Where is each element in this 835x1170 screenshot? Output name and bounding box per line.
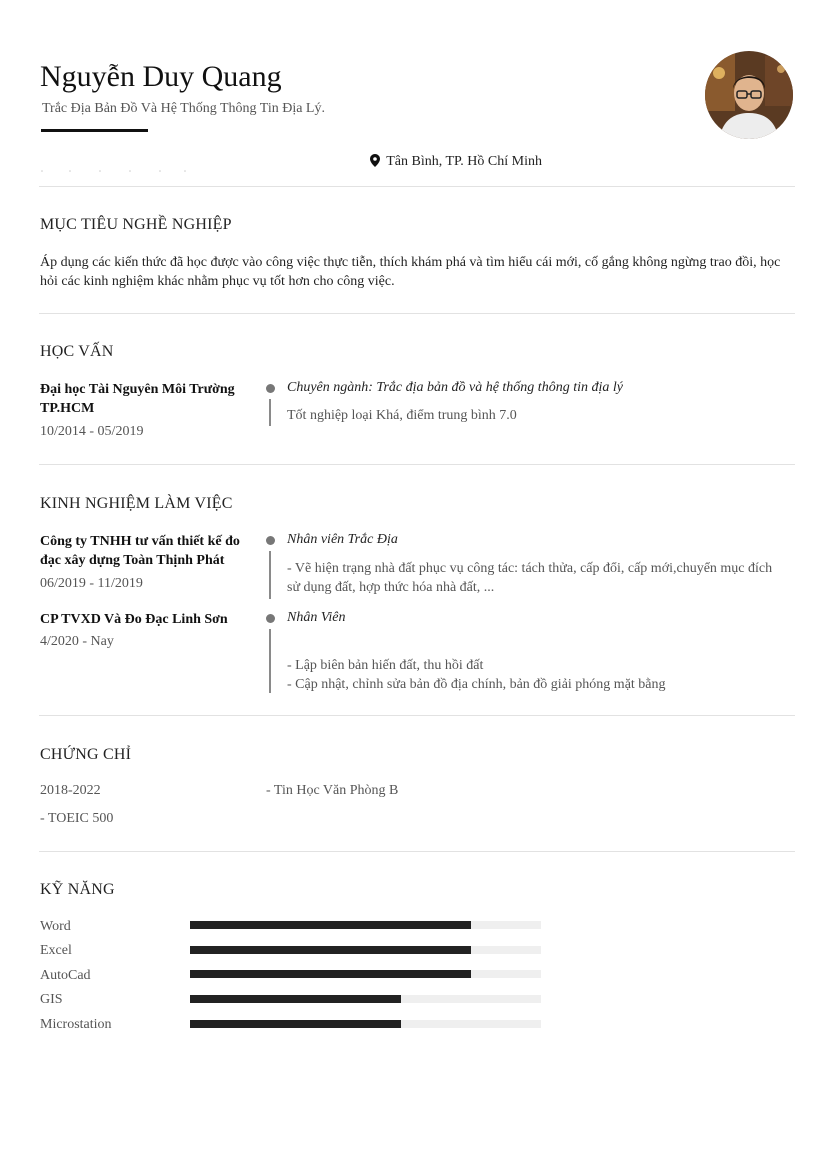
skill-label: AutoCad [40, 968, 91, 983]
certificate-item: - Tin Học Văn Phòng B [266, 783, 399, 798]
contact-location [370, 154, 542, 170]
title-underline [41, 129, 148, 132]
map-marker-icon [370, 154, 380, 167]
experience-position: Nhân Viên [287, 610, 346, 625]
faded-contact-marks [40, 167, 190, 173]
divider [39, 715, 795, 716]
timeline-dot [266, 384, 275, 393]
education-school: Đại học Tài Nguyên Môi Trường TP.HCM [40, 382, 235, 416]
divider [39, 186, 795, 187]
divider [39, 464, 795, 465]
skill-bar-fill [190, 921, 471, 929]
skill-bar-fill [190, 1020, 401, 1028]
timeline-dot [266, 536, 275, 545]
experience-description: - Cập nhật, chỉnh sửa bản đồ địa chính, bản đồ giải phóng mặt bằng [287, 677, 666, 692]
skill-label: Microstation [40, 1017, 112, 1032]
certificate-item: - TOEIC 500 [40, 811, 114, 826]
skills-heading: KỸ NĂNG [40, 881, 115, 898]
skill-bar-fill [190, 995, 401, 1003]
certificates-heading: CHỨNG CHỈ [40, 746, 132, 763]
candidate-name: Nguyễn Duy Quang [40, 60, 282, 93]
avatar [705, 51, 793, 139]
skill-bar [190, 995, 541, 1003]
experience-heading: KINH NGHIỆM LÀM VIỆC [40, 495, 233, 512]
skill-bar-fill [190, 970, 471, 978]
education-heading: HỌC VẤN [40, 343, 114, 360]
candidate-title: Trắc Địa Bản Đồ Và Hệ Thống Thông Tin Địa Lý. [42, 101, 325, 116]
timeline-line [269, 399, 271, 426]
skill-label: Word [40, 919, 71, 934]
skill-bar [190, 970, 541, 978]
experience-company: Công ty TNHH tư vấn thiết kế đo đạc xây dựng Toàn Thịnh Phát [40, 534, 240, 568]
profile-photo-icon [705, 51, 793, 139]
divider [39, 851, 795, 852]
experience-position: Nhân viên Trắc Địa [287, 532, 398, 547]
objective-text: Áp dụng các kiến thức đã học được vào công việc thực tiễn, thích khám phá và tìm hiểu cái mới, cố gắng không ngừng trao đồi, học hỏi các kinh nghiệm khác nhằm phục vụ tốt hơn cho công việc. [40, 255, 781, 289]
experience-company: CP TVXD Và Đo Đạc Linh Sơn [40, 612, 228, 627]
divider [39, 313, 795, 314]
skill-bar [190, 921, 541, 929]
location-text: Tân Bình, TP. Hồ Chí Minh [386, 154, 542, 169]
education-major: Chuyên ngành: Trắc địa bản đồ và hệ thống thông tin địa lý [287, 380, 623, 395]
education-period: 10/2014 - 05/2019 [40, 424, 144, 439]
objective-heading: MỤC TIÊU NGHỀ NGHIỆP [40, 216, 232, 233]
skill-bar-fill [190, 946, 471, 954]
skill-bar [190, 946, 541, 954]
timeline-line [269, 551, 271, 599]
experience-description: - Vẽ hiện trạng nhà đất phục vụ công tác: tách thửa, cấp đổi, cấp mới,chuyển mục đích sử dụng đất, hợp thức hóa nhà đất, ... [287, 561, 773, 595]
skill-bar [190, 1020, 541, 1028]
experience-description: - Lập biên bản hiến đất, thu hồi đất [287, 658, 484, 673]
certificate-period: 2018-2022 [40, 783, 101, 798]
experience-period: 4/2020 - Nay [40, 634, 114, 649]
skill-label: Excel [40, 943, 72, 958]
skill-label: GIS [40, 992, 63, 1007]
experience-period: 06/2019 - 11/2019 [40, 576, 143, 591]
education-detail: Tốt nghiệp loại Khá, điểm trung bình 7.0 [287, 408, 517, 423]
timeline-dot [266, 614, 275, 623]
timeline-line [269, 629, 271, 693]
